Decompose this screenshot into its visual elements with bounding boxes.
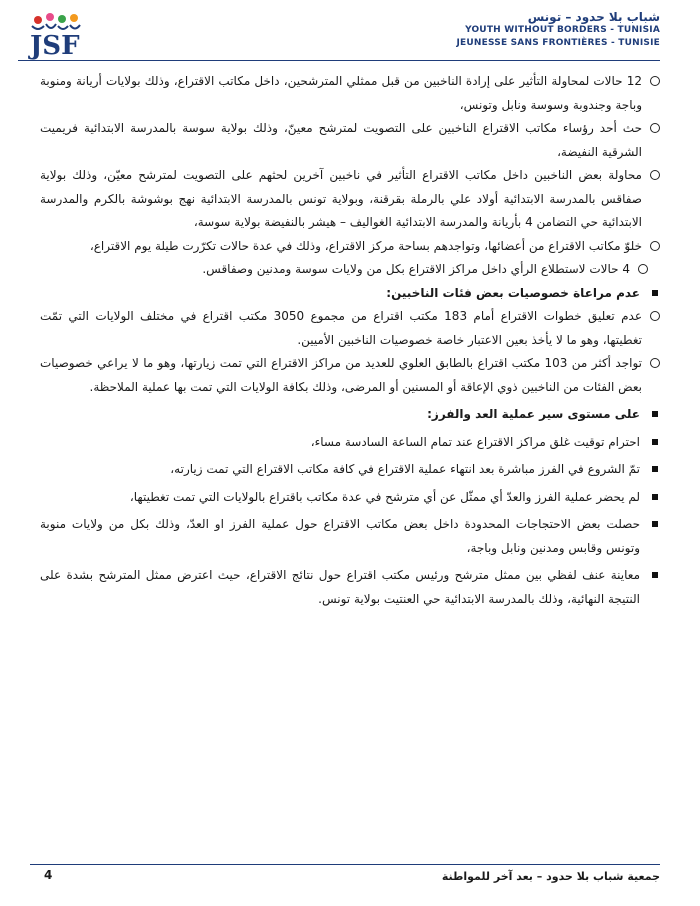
jsf-logo <box>18 10 110 62</box>
list-item <box>40 235 660 259</box>
circle-bullet-icon <box>638 264 648 274</box>
footer-text: جمعية شباب بلا حدود – بعد آخر للمواطنة <box>441 870 660 883</box>
list-item <box>40 305 660 352</box>
list-item-text: لم يحضر عملية الفرز والعدّ أي ممثّل عن أي مترشح في عدة مكاتب باقتراع بالولايات التي تمت تغطيتها، <box>129 489 640 504</box>
list-item-text: خلوّ مكاتب الاقتراع من أعضائها، وتواجدهم بساحة مركز الاقتراع، وذلك في عدة حالات تكرّرت طيلة يوم الاقتراع، <box>89 238 642 253</box>
circle-bullet-icon <box>650 170 660 180</box>
section-heading <box>40 282 660 306</box>
footer-divider <box>30 864 660 865</box>
square-bullet-icon <box>652 439 658 445</box>
list-item-text: عدم تعليق خطوات الاقتراع أمام 183 مكتب اقتراع من مجموع 3050 مكتب اقتراع في مختلف الولايات التي تمّت تغطيتها، وهو ما لا يأخذ بعين الاعتبار خاصة خصوصيات الناخبين الأميين. <box>40 309 643 347</box>
list-item <box>40 70 660 117</box>
list-item <box>40 458 660 482</box>
svg-text:JSF: JSF <box>30 31 80 61</box>
list-item <box>40 486 660 510</box>
circle-bullet-icon <box>650 123 660 133</box>
header-title-english: YOUTH WITHOUT BORDERS - TUNISIA <box>465 25 660 35</box>
list-item <box>40 164 660 235</box>
list-item-text: احترام توقيت غلق مراكز الاقتراع عند تمام الساعة السادسة مساء، <box>310 434 640 449</box>
square-bullet-icon <box>652 466 658 472</box>
list-item-text: حث أحد رؤساء مكاتب الاقتراع الناخبين على التصويت لمترشح معينّ، وذلك بولاية سوسة بالمدرسة الابتدائية فريميت الشرقية النفيضة، <box>40 121 642 159</box>
square-bullet-icon <box>652 411 658 417</box>
list-item-text: 4 حالات لاستطلاع الرأي داخل مراكز الاقتراع بكل من ولايات سوسة ومدنين وصفاقس. <box>202 262 630 276</box>
list-item-text: تواجد أكثر من 103 مكتب اقتراع بالطابق العلوي للعديد من مراكز الاقتراع التي تمت زيارتها، وهو ما لا يراعي خصوصيات بعض الفئات من الناخبين ذوي الإعاقة أو المسنين أو المرضى، وذلك بكافة الولايات التي تمت بها عملية الملاحظة. <box>40 356 642 394</box>
square-bullet-icon <box>652 494 658 500</box>
header-title-arabic: شباب بلا حدود – تونس <box>527 10 660 24</box>
section-heading <box>40 403 660 427</box>
list-item-text: محاولة بعض الناخبين داخل مكاتب الاقتراع التأثير في ناخبين آخرين لحثهم على التصويت لمترشح معيّن، وذلك بولاية صفاقس بالمدرسة الابتدائية أولاد علي بالرملة بقرقنة، وبولاية تونس بالمدرسة الابتدائية نهج بوشوشة بالكرم والمدرسة الابتدائية حي التضامن 4 بأريانة والمدرسة الابتدائية الغواليف – هيشر بالنفيضة بولاية سوسة، <box>40 168 642 229</box>
square-bullet-icon <box>652 521 658 527</box>
list-item-text: 12 حالات لمحاولة التأثير على إرادة الناخبين من قبل ممثلي المترشحين، داخل مكاتب الاقتراع، وذلك بولايات أريانة ومنوبة وباجة وجندوبة وسوسة ونابل وتونس، <box>40 74 642 112</box>
list-item <box>40 564 660 611</box>
square-bullet-icon <box>652 290 658 296</box>
circle-bullet-icon <box>650 358 660 368</box>
list-item-text: حصلت بعض الاحتجاجات المحدودة داخل بعض مكاتب الاقتراع حول عملية الفرز او العدّ، وذلك بكل من ولايات منوبة وتونس وقابس ومدنين ونابل وباجة، <box>40 517 640 555</box>
list-item <box>40 258 650 282</box>
header-title-french: JEUNESSE SANS FRONTIÈRES - TUNISIE <box>456 38 660 48</box>
list-item <box>40 431 660 455</box>
report-body <box>40 70 660 611</box>
list-item-text: معاينة عنف لفظي بين ممثل مترشح ورئيس مكتب اقتراع حول نتائج الاقتراع، حيث اعترض ممثل المترشح بشدة على النتيجة النهائية، وذلك بالمدرسة الابتدائية حي العنتيت بولاية تونس. <box>40 568 640 606</box>
square-bullet-icon <box>652 572 658 578</box>
page-header <box>0 0 700 66</box>
page-number: 4 <box>44 868 53 882</box>
list-item <box>40 513 660 560</box>
list-item <box>40 352 660 399</box>
header-divider <box>18 60 660 61</box>
list-item <box>40 117 660 164</box>
circle-bullet-icon <box>650 241 660 251</box>
circle-bullet-icon <box>650 76 660 86</box>
list-item-text: تمّ الشروع في الفرز مباشرة بعد انتهاء عملية الاقتراع في كافة مكاتب الاقتراع التي تمت زيارته، <box>170 462 640 476</box>
header-titles <box>457 10 661 50</box>
section-heading-text: عدم مراعاة خصوصيات بعض فئات الناخبين: <box>386 285 640 300</box>
section-heading-text: على مستوى سير عملية العد والفرز: <box>427 407 640 421</box>
circle-bullet-icon <box>650 311 660 321</box>
